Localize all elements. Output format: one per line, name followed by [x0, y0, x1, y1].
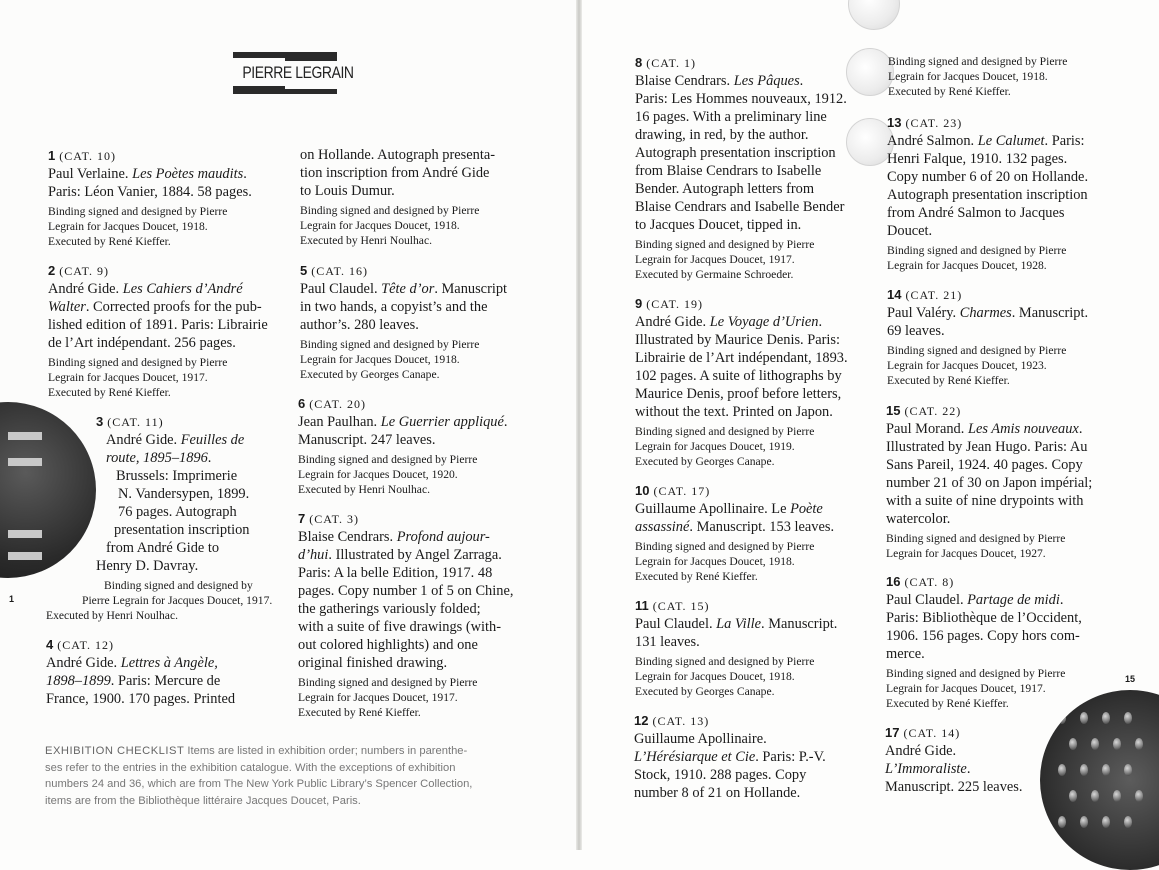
- entry-description-line: Paris: Léon Vanier, 1884. 58 pages.: [48, 184, 252, 200]
- catalogue-reference: (CAT. 3): [305, 512, 360, 526]
- binding-credit-line: Executed by Georges Canape.: [635, 455, 775, 468]
- decorative-dot: [1080, 764, 1088, 776]
- entry-description-line: Paul Claudel. La Ville. Manuscript.: [635, 616, 838, 632]
- entry-description-line: Paul Valéry. Charmes. Manuscript.: [887, 305, 1089, 321]
- entry-description-line: Autograph presentation inscription: [887, 187, 1088, 203]
- entry-description-line: 131 leaves.: [635, 634, 700, 650]
- binding-credit: [887, 243, 1088, 273]
- binding-credit-line: Executed by René Kieffer.: [298, 706, 421, 719]
- decorative-dot: [1080, 712, 1088, 724]
- entry-description-line: Librairie de l’Art indépendant, 1893.: [635, 350, 848, 366]
- entry-description-line: Illustrated by Maurice Denis. Paris:: [635, 332, 841, 348]
- entry-description-line: with a suite of nine drypoints with: [886, 493, 1084, 509]
- binding-credit-line: Binding signed and designed by: [104, 579, 253, 592]
- entry-description-line: 102 pages. A suite of lithographs by: [635, 368, 842, 384]
- binding-credit-line: Binding signed and designed by Pierre: [298, 453, 478, 466]
- catalog-entry-10: [635, 482, 834, 584]
- catalog-entry-17: [885, 724, 1022, 796]
- catalog-entry-13: [887, 114, 1088, 273]
- entry-description-line: Henry D. Davray.: [96, 558, 199, 574]
- entry-number: 6: [298, 396, 306, 411]
- entry-description-line: without the text. Printed on Japon.: [635, 404, 833, 420]
- binding-credit-line: Executed by René Kieffer.: [48, 386, 171, 399]
- entry-description-line: assassiné. Manuscript. 153 leaves.: [635, 519, 835, 535]
- entry-description-line: merce.: [886, 646, 925, 662]
- binding-credit-line: Binding signed and designed by Pierre: [48, 356, 228, 369]
- entry-description-line: Bender. Autograph letters from: [635, 181, 815, 197]
- binding-credit-line: Legrain for Jacques Doucet, 1918.: [635, 555, 795, 568]
- entry-description-line: Stock, 1910. 288 pages. Copy: [634, 767, 807, 783]
- entry-number: 11: [635, 598, 649, 613]
- entry-description-line: Henri Falque, 1910. 132 pages.: [887, 151, 1068, 167]
- binding-credit: [46, 578, 273, 623]
- entry-description-line: drawing, in red, by the author.: [635, 127, 809, 143]
- binding-credit: [300, 337, 507, 382]
- binding-credit: [300, 203, 495, 248]
- decorative-dot: [1113, 738, 1121, 750]
- catalogue-reference: (CAT. 16): [307, 264, 369, 278]
- entry-description-line: Paul Claudel. Partage de midi.: [886, 592, 1064, 608]
- decorative-dot: [1058, 764, 1066, 776]
- entry-description-line: André Salmon. Le Calumet. Paris:: [887, 133, 1085, 149]
- entry-description-line: number 8 of 21 on Hollande.: [634, 785, 801, 801]
- decorative-dot: [1102, 816, 1110, 828]
- entry-description-line: Guillaume Apollinaire. Le Poète: [635, 501, 823, 517]
- binding-credit-line: Binding signed and designed by Pierre: [888, 55, 1068, 68]
- binding-credit-line: Executed by René Kieffer.: [887, 374, 1010, 387]
- catalogue-reference: (CAT. 10): [55, 149, 117, 163]
- entry-number: 15: [886, 403, 901, 418]
- catalog-entry-11: [635, 597, 837, 699]
- entry-description-line: Illustrated by Jean Hugo. Paris: Au: [886, 439, 1088, 455]
- binding-credit-line: Legrain for Jacques Doucet, 1927.: [886, 547, 1046, 560]
- binding-credit-line: Binding signed and designed by Pierre: [635, 425, 815, 438]
- decorative-dot: [1113, 790, 1121, 802]
- catalog-entry-8: [635, 54, 847, 282]
- entry-description-line: Guillaume Apollinaire.: [634, 731, 767, 747]
- entry-description-line: Blaise Cendrars. Les Pâques.: [635, 73, 804, 89]
- binding-credit-line: Legrain for Jacques Doucet, 1928.: [887, 259, 1047, 272]
- binding-credit: [886, 666, 1082, 711]
- binding-credit-line: Executed by Henri Noulhac.: [46, 609, 178, 622]
- decorative-dot: [1135, 738, 1143, 750]
- binding-credit: [635, 539, 834, 584]
- entry-description-line: N. Vandersypen, 1899.: [118, 486, 250, 502]
- entry-description-line: tion inscription from André Gide: [300, 165, 490, 181]
- binding-credit: [298, 452, 507, 497]
- catalog-entry-4-continued: [300, 146, 495, 248]
- entry-description-line: the gatherings variously folded;: [298, 601, 481, 617]
- binding-credit-line: Legrain for Jacques Doucet, 1920.: [298, 468, 458, 481]
- decorative-dot: [1091, 738, 1099, 750]
- entry-description-line: 76 pages. Autograph: [118, 504, 237, 520]
- binding-credit-line: Legrain for Jacques Doucet, 1919.: [635, 440, 795, 453]
- binding-credit: [635, 424, 848, 469]
- entry-description-line: Copy number 6 of 20 on Hollande.: [887, 169, 1089, 185]
- section-title: PIERRE LEGRAIN: [242, 63, 354, 82]
- entry-description-line: de l’Art indépendant. 256 pages.: [48, 335, 236, 351]
- entry-number: 16: [886, 574, 901, 589]
- binding-credit: [888, 54, 1067, 99]
- decorative-dot: [1124, 712, 1132, 724]
- book-gutter: [576, 0, 582, 850]
- entry-description-line: lished edition of 1891. Paris: Librairie: [48, 317, 268, 333]
- binding-credit-line: Legrain for Jacques Doucet, 1918.: [48, 220, 208, 233]
- binding-credit-line: Executed by Henri Noulhac.: [298, 483, 430, 496]
- entry-number: 10: [635, 483, 650, 498]
- catalogue-reference: (CAT. 12): [53, 638, 115, 652]
- entry-description-line: Jean Paulhan. Le Guerrier appliqué.: [298, 414, 508, 430]
- entry-number: 8: [635, 55, 643, 70]
- decorative-circle: [846, 48, 894, 96]
- catalog-entry-14: [887, 286, 1088, 388]
- entry-description-line: 1906. 156 pages. Copy hors com-: [886, 628, 1080, 644]
- checklist-text-line: numbers 24 and 36, which are from The New York Public Library’s Spencer Collection,: [45, 778, 473, 790]
- checklist-text-line: Items are listed in exhibition order; numbers in parenthe-: [187, 745, 468, 757]
- catalog-entry-5: [300, 262, 507, 382]
- decorative-dot: [1102, 712, 1110, 724]
- entry-description-line: original finished drawing.: [298, 655, 448, 671]
- entry-description-line: 16 pages. With a preliminary line: [635, 109, 827, 125]
- decorative-dot: [1058, 712, 1066, 724]
- entry-description-line: 69 leaves.: [887, 323, 945, 339]
- catalogue-reference: (CAT. 20): [305, 397, 367, 411]
- catalog-entry-15: [886, 402, 1092, 561]
- binding-credit: [887, 343, 1088, 388]
- decorative-dot: [1080, 816, 1088, 828]
- catalog-entry-7: [298, 510, 513, 720]
- entry-description-line: André Gide.: [885, 743, 957, 759]
- catalog-entry-2: [48, 262, 268, 400]
- decorative-dot: [1069, 790, 1077, 802]
- catalog-entry-9: [635, 295, 848, 469]
- entry-description-line: Manuscript. 247 leaves.: [298, 432, 436, 448]
- entry-number: 5: [300, 263, 308, 278]
- binding-credit-line: Binding signed and designed by Pierre: [635, 655, 815, 668]
- entry-number: 4: [46, 637, 54, 652]
- binding-credit-line: Binding signed and designed by Pierre: [886, 667, 1066, 680]
- entry-number: 12: [634, 713, 649, 728]
- page-number-right: 15: [1125, 674, 1136, 684]
- section-header: [233, 52, 354, 94]
- binding-credit-line: Legrain for Jacques Doucet, 1918.: [300, 219, 460, 232]
- catalog-entry-12-binding: [888, 51, 1067, 99]
- binding-credit-line: Legrain for Jacques Doucet, 1917.: [635, 253, 795, 266]
- entry-description-line: Paul Verlaine. Les Poètes maudits.: [48, 166, 247, 182]
- binding-credit-line: Executed by Henri Noulhac.: [300, 234, 432, 247]
- entry-description-line: out colored highlights) and one: [298, 637, 478, 653]
- entry-number: 7: [298, 511, 306, 526]
- entry-description-line: to Louis Dumur.: [300, 183, 395, 199]
- catalog-entry-1: [48, 147, 252, 249]
- entry-description-line: 1898–1899. Paris: Mercure de: [46, 673, 221, 689]
- catalogue-reference: (CAT. 14): [899, 726, 961, 740]
- entry-description-line: presentation inscription: [114, 522, 250, 538]
- catalogue-reference: (CAT. 19): [642, 297, 704, 311]
- entry-description-line: from Blaise Cendrars to Isabelle: [635, 163, 822, 179]
- entry-number: 9: [635, 296, 643, 311]
- entry-description-line: Blaise Cendrars and Isabelle Bender: [635, 199, 845, 215]
- binding-credit-line: Legrain for Jacques Doucet, 1917.: [886, 682, 1046, 695]
- entry-description-line: Blaise Cendrars. Profond aujour-: [298, 529, 490, 545]
- catalogue-reference: (CAT. 22): [900, 404, 962, 418]
- catalog-entry-6: [298, 395, 507, 497]
- entry-description-line: Manuscript. 225 leaves.: [885, 779, 1023, 795]
- binding-credit-line: Pierre Legrain for Jacques Doucet, 1917.: [82, 594, 273, 607]
- catalogue-reference: (CAT. 21): [901, 288, 963, 302]
- entry-description-line: Sans Pareil, 1924. 40 pages. Copy: [886, 457, 1083, 473]
- entry-description-line: Paul Claudel. Tête d’or. Manuscript: [300, 281, 508, 297]
- binding-credit-line: Legrain for Jacques Doucet, 1917.: [48, 371, 208, 384]
- entry-description-line: route, 1895–1896.: [106, 450, 212, 466]
- entry-description-line: Paris: A la belle Edition, 1917. 48: [298, 565, 493, 581]
- catalog-entry-3: [46, 413, 273, 623]
- entry-number: 17: [885, 725, 900, 740]
- binding-credit-line: Legrain for Jacques Doucet, 1918.: [635, 670, 795, 683]
- entry-description-line: André Gide. Feuilles de: [106, 432, 245, 448]
- binding-credit: [48, 355, 268, 400]
- binding-credit-line: Executed by Germaine Schroeder.: [635, 268, 794, 281]
- entry-description-line: d’hui. Illustrated by Angel Zarraga.: [298, 547, 502, 563]
- checklist-title: EXHIBITION CHECKLIST: [45, 745, 185, 757]
- decorative-dot: [1058, 816, 1066, 828]
- page-number-left: 1: [9, 594, 15, 604]
- entry-description-line: number 21 of 30 on Japon impérial;: [886, 475, 1093, 491]
- entry-description-line: André Gide. Les Cahiers d’André: [48, 281, 243, 297]
- entry-description-line: André Gide. Le Voyage d’Urien.: [635, 314, 823, 330]
- binding-credit-line: Binding signed and designed by Pierre: [48, 205, 228, 218]
- catalog-entry-4: [46, 636, 235, 708]
- entry-description-line: Paris: Les Hommes nouveaux, 1912.: [635, 91, 847, 107]
- checklist-text-line: items are from the Bibliothèque littéraire Jacques Doucet, Paris.: [45, 794, 361, 807]
- entry-description-line: Walter. Corrected proofs for the pub-: [48, 299, 262, 315]
- catalogue-reference: (CAT. 8): [900, 575, 955, 589]
- entry-description-line: André Gide. Lettres à Angèle,: [46, 655, 218, 671]
- entry-number: 2: [48, 263, 56, 278]
- entry-description-line: to Jacques Doucet, tipped in.: [635, 217, 802, 233]
- binding-credit: [635, 237, 847, 282]
- exhibition-checklist-note: [45, 743, 535, 809]
- entry-number: 13: [887, 115, 902, 130]
- decorative-dot: [1102, 764, 1110, 776]
- entry-description-line: L’Hérésiarque et Cie. Paris: P.-V.: [634, 749, 826, 765]
- entry-number: 14: [887, 287, 902, 302]
- entry-description-line: Maurice Denis, proof before letters,: [635, 386, 842, 402]
- binding-credit-line: Binding signed and designed by Pierre: [300, 204, 480, 217]
- binding-credit-line: Executed by Georges Canape.: [635, 685, 775, 698]
- catalogue-reference: (CAT. 13): [648, 714, 710, 728]
- binding-credit: [886, 531, 1092, 561]
- binding-credit-line: Binding signed and designed by Pierre: [887, 244, 1067, 257]
- binding-credit-line: Executed by René Kieffer.: [635, 570, 758, 583]
- entry-number: 3: [96, 414, 104, 429]
- catalogue-reference: (CAT. 11): [103, 415, 164, 429]
- entry-description-line: L’Immoraliste.: [885, 761, 971, 777]
- entry-description-line: author’s. 280 leaves.: [300, 317, 419, 333]
- decorative-dot: [1069, 738, 1077, 750]
- entry-description-line: Doucet.: [887, 223, 933, 239]
- binding-credit-line: Executed by Georges Canape.: [300, 368, 440, 381]
- entry-description-line: Autograph presentation inscription: [635, 145, 836, 161]
- entry-description-line: on Hollande. Autograph presenta-: [300, 147, 496, 163]
- entry-description-line: Brussels: Imprimerie: [116, 468, 238, 484]
- binding-credit-line: Legrain for Jacques Doucet, 1917.: [298, 691, 458, 704]
- binding-credit-line: Legrain for Jacques Doucet, 1918.: [888, 70, 1048, 83]
- binding-credit-line: Binding signed and designed by Pierre: [300, 338, 480, 351]
- binding-credit: [635, 654, 837, 699]
- entry-description-line: from André Salmon to Jacques: [887, 205, 1065, 221]
- binding-credit-line: Binding signed and designed by Pierre: [635, 238, 815, 251]
- binding-credit-line: Binding signed and designed by Pierre: [298, 676, 478, 689]
- catalogue-reference: (CAT. 9): [55, 264, 110, 278]
- entry-description-line: pages. Copy number 1 of 5 on Chine,: [298, 583, 514, 599]
- binding-credit-line: Binding signed and designed by Pierre: [635, 540, 815, 553]
- entry-description-line: in two hands, a copyist’s and the: [300, 299, 488, 315]
- binding-credit-line: Executed by René Kieffer.: [888, 85, 1011, 98]
- entry-description-line: from André Gide to: [106, 540, 220, 556]
- decorative-dot: [1091, 790, 1099, 802]
- binding-credit-line: Legrain for Jacques Doucet, 1918.: [300, 353, 460, 366]
- entry-description-line: Paul Morand. Les Amis nouveaux.: [886, 421, 1083, 437]
- catalogue-reference: (CAT. 23): [901, 116, 963, 130]
- binding-credit: [48, 204, 252, 249]
- entry-description-line: France, 1900. 170 pages. Printed: [46, 691, 236, 707]
- binding-credit: [298, 675, 513, 720]
- decorative-dot: [1124, 816, 1132, 828]
- binding-credit-line: Legrain for Jacques Doucet, 1923.: [887, 359, 1047, 372]
- entry-description-line: Paris: Bibliothèque de l’Occident,: [886, 610, 1082, 626]
- decorative-dot: [1124, 764, 1132, 776]
- decorative-dot: [1135, 790, 1143, 802]
- binding-credit-line: Binding signed and designed by Pierre: [886, 532, 1066, 545]
- catalogue-reference: (CAT. 1): [642, 56, 697, 70]
- binding-credit-line: Executed by René Kieffer.: [886, 697, 1009, 710]
- catalogue-reference: (CAT. 15): [648, 599, 710, 613]
- binding-credit-line: Executed by René Kieffer.: [48, 235, 171, 248]
- catalog-entry-16: [886, 573, 1082, 711]
- catalog-entry-12: [634, 712, 826, 802]
- catalogue-reference: (CAT. 17): [649, 484, 711, 498]
- entry-number: 1: [48, 148, 56, 163]
- entry-description-line: watercolor.: [886, 511, 951, 527]
- checklist-text-line: ses refer to the entries in the exhibition catalogue. With the exceptions of exhibition: [45, 761, 456, 774]
- binding-credit-line: Binding signed and designed by Pierre: [887, 344, 1067, 357]
- entry-description-line: with a suite of five drawings (with-: [298, 619, 502, 635]
